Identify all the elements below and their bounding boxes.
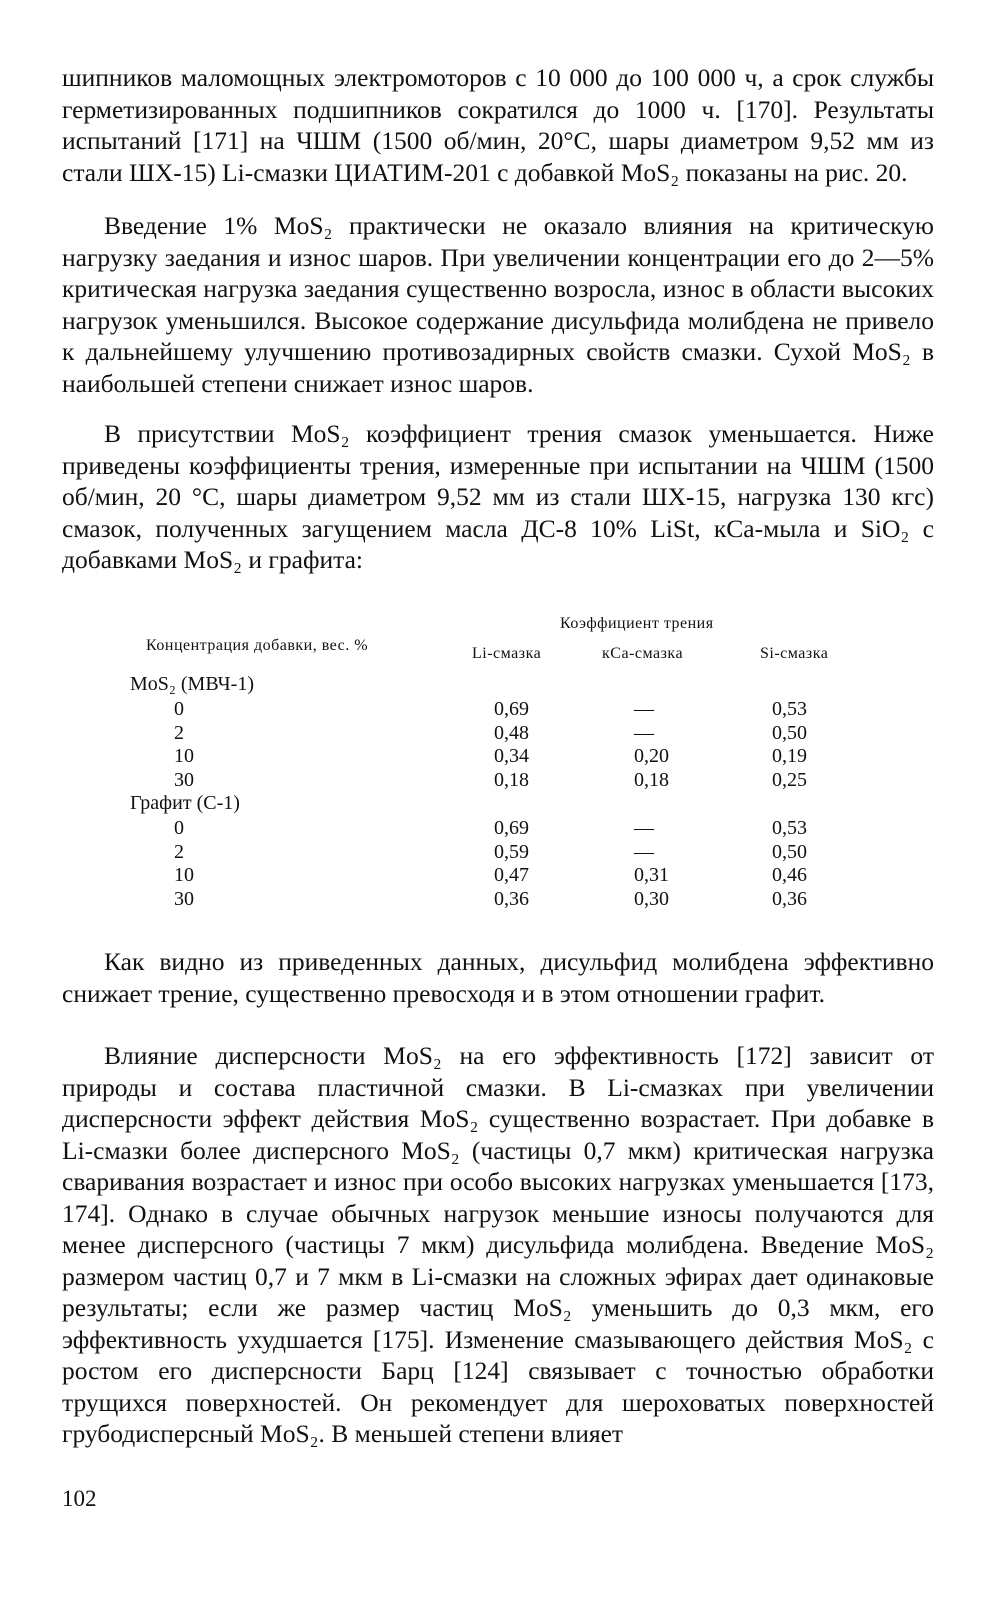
cell-concentration: 30 xyxy=(174,887,194,910)
header-kca-grease: кСа-смазка xyxy=(602,645,684,662)
cell-kca: — xyxy=(634,721,654,744)
cell-si: 0,53 xyxy=(772,817,807,839)
paragraph-text: Влияние дисперсности MoS₂ на его эффективность [172] зависит от природы и состава пластичной смазки. В Li-смазках при увеличении дисперсности эффект действия MoS₂ существенно возрастает. При добавке в Li-смазки более дисперсного MoS₂ (частицы 0,7 мкм) критическая нагрузка сваривания возрастает и износ при особо высоких нагрузках уменьшается [173, 174]. Однако в случае обычных нагрузок меньшие износы получаются для менее дисперсного (частицы 7 мкм) дисульфида молибдена. Введение MoS₂ размером частиц 0,7 и 7 мкм в Li-смазки на сложных эфирах дает одинаковые результаты; если же размер частиц MoS₂ уменьшить до 0,3 мкм, его эффективность ухудшается [175]. Изменение смазывающего действия MoS₂ с ростом его дисперсности Барц [124] связывает с точностью обработки трущихся поверхностей. Он рекомендует для шероховатых поверхностей грубодисперсный MoS₂. В меньшей степени влияет xyxy=(62,1041,934,1448)
table-group-row xyxy=(128,791,868,816)
cell-li: 0,69 xyxy=(494,698,529,720)
cell-kca: 0,31 xyxy=(634,864,669,886)
cell-li: 0,18 xyxy=(494,768,529,791)
cell-concentration: 30 xyxy=(174,768,194,791)
cell-si: 0,25 xyxy=(772,768,807,791)
cell-si: 0,19 xyxy=(772,745,807,767)
cell-si: 0,36 xyxy=(772,887,807,910)
table-row xyxy=(128,863,868,887)
cell-si: 0,50 xyxy=(772,721,807,744)
header-concentration: Концентрация добавки, вес. % xyxy=(146,637,369,654)
cell-li: 0,69 xyxy=(494,817,529,839)
cell-concentration: 2 xyxy=(174,721,184,744)
table-row xyxy=(128,768,868,792)
table-row xyxy=(128,816,868,840)
paragraph-dispersion xyxy=(62,1040,934,1450)
table-row xyxy=(128,887,868,911)
cell-li: 0,36 xyxy=(494,887,529,910)
cell-kca: — xyxy=(634,698,654,720)
paragraph-text: шипников маломощных электромоторов с 10 000 до 100 000 ч, а срок службы герметизированных подшипников сократился до 1000 ч. [170]. Результаты испытаний [171] на ЧШМ (1500 об/мин, 20°C, шары диаметром 9,52 мм из стали ШХ-15) Li-смазки ЦИАТИМ-201 с добавкой MoS₂ показаны на рис. 20. xyxy=(62,63,934,187)
table-header xyxy=(128,612,868,672)
header-coefficient: Коэффициент трения xyxy=(560,615,714,632)
cell-li: 0,48 xyxy=(494,721,529,744)
cell-concentration: 10 xyxy=(174,745,194,767)
group-name: Графит (С-1) xyxy=(130,792,240,814)
cell-concentration: 0 xyxy=(174,698,184,720)
page-number: 102 xyxy=(62,1486,97,1511)
paragraph-conclusion xyxy=(62,946,934,1009)
cell-si: 0,50 xyxy=(772,840,807,863)
paragraph-friction-intro xyxy=(62,418,934,576)
cell-si: 0,53 xyxy=(772,698,807,720)
paragraph-text: В присутствии MoS₂ коэффициент трения смазок уменьшается. Ниже приведены коэффициенты трения, измеренные при испытании на ЧШМ (1500 об/мин, 20 °C, шары диаметром 9,52 мм из стали ШХ-15, нагрузка 130 кгс) смазок, полученных загущением масла ДС-8 10% LiSt, кСа-мыла и SiO₂ с добавками MoS₂ и графита: xyxy=(62,419,934,574)
group-name: MoS₂ (МВЧ-1) xyxy=(130,673,254,695)
cell-li: 0,34 xyxy=(494,745,529,767)
paragraph-text: Как видно из приведенных данных, дисульфид молибдена эффективно снижает трение, существенно превосходя и в этом отношении графит. xyxy=(62,947,934,1008)
cell-concentration: 2 xyxy=(174,840,184,863)
header-si-grease: Si-смазка xyxy=(760,645,829,662)
cell-concentration: 10 xyxy=(174,864,194,886)
cell-kca: — xyxy=(634,840,654,863)
table-row xyxy=(128,840,868,864)
paragraph-text: Введение 1% MoS₂ практически не оказало влияния на критическую нагрузку заедания и износ шаров. При увеличении концентрации его до 2—5% критическая нагрузка заедания существенно возросла, износ в области высоких нагрузок уменьшился. Высокое содержание дисульфида молибдена не привело к дальнейшему улучшению противозадирных свойств смазки. Сухой MoS₂ в наибольшей степени снижает износ шаров. xyxy=(62,211,934,398)
cell-si: 0,46 xyxy=(772,864,807,886)
table-row xyxy=(128,744,868,768)
cell-kca: 0,18 xyxy=(634,768,669,791)
cell-li: 0,47 xyxy=(494,864,529,886)
table-body xyxy=(128,672,868,910)
paragraph-mos2-effect xyxy=(62,210,934,399)
table-row xyxy=(128,721,868,745)
cell-kca: 0,20 xyxy=(634,745,669,767)
cell-concentration: 0 xyxy=(174,817,184,839)
table-group-row xyxy=(128,672,868,697)
friction-coefficient-table xyxy=(128,612,868,910)
table-row xyxy=(128,697,868,721)
paragraph-continuation xyxy=(62,62,934,188)
cell-li: 0,59 xyxy=(494,840,529,863)
cell-kca: — xyxy=(634,817,654,839)
cell-kca: 0,30 xyxy=(634,887,669,910)
header-li-grease: Li-смазка xyxy=(472,645,542,662)
